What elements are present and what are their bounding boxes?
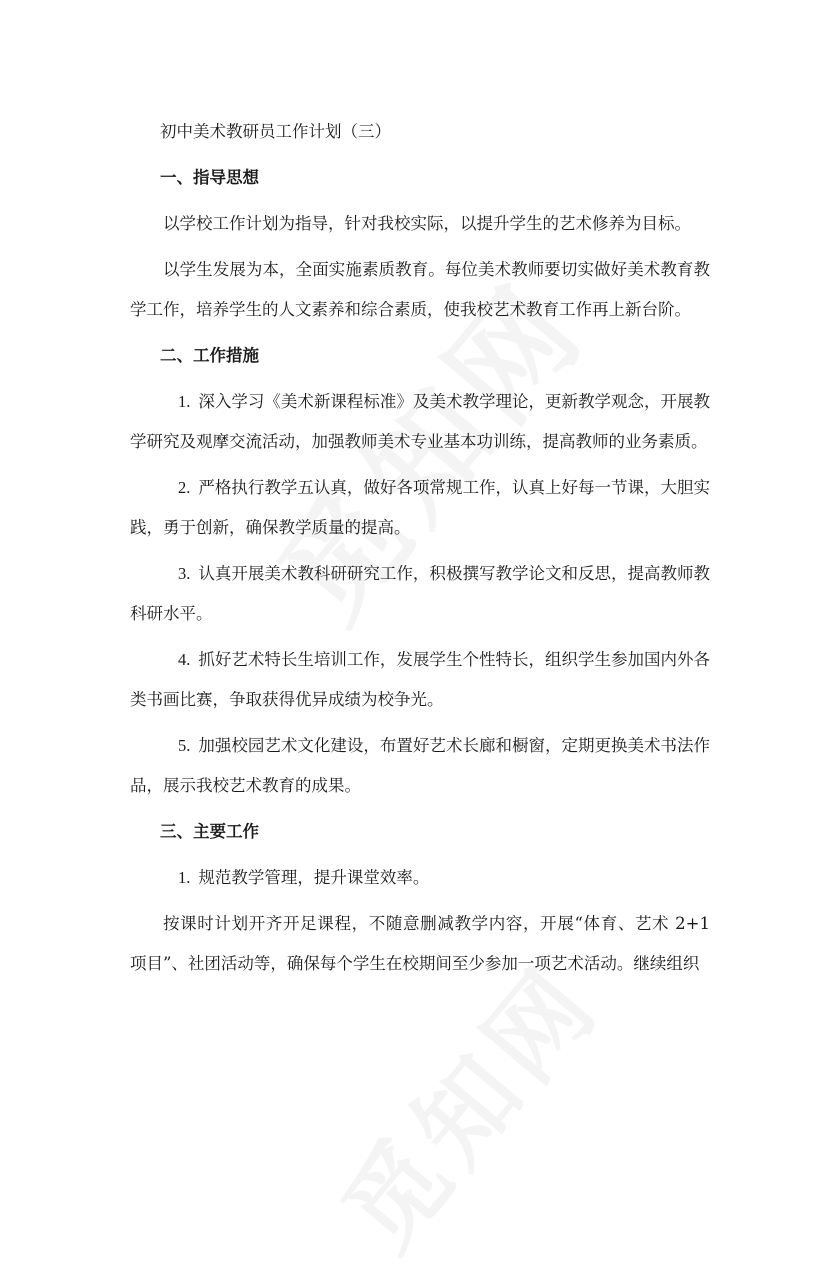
- list-item: [130, 554, 710, 634]
- list-item: [130, 640, 710, 720]
- list-item-text: 深入学习《美术新课程标准》及美术教学理论，更新教学观念，开展教学研究及观摩交流活动，加强教师美术专业基本功训练，提高教师的业务素质。: [130, 392, 710, 451]
- list-item-number: 4.: [178, 650, 191, 669]
- list-item-number: 5.: [178, 736, 191, 755]
- document-title: 初中美术教研员工作计划（三）: [160, 122, 391, 141]
- list-item-text: 规范教学管理，提升课堂效率。: [198, 868, 430, 887]
- list-item: [130, 468, 710, 548]
- section-heading: 二、工作措施: [160, 346, 259, 365]
- list-item-number: 1.: [178, 868, 191, 887]
- paragraph: 按课时计划开齐开足课程，不随意删减教学内容，开展“体育、艺术 2+1 项目”、社团活动等，确保每个学生在校期间至少参加一项艺术活动。继续组织: [130, 914, 710, 973]
- section-heading: 三、主要工作: [160, 822, 259, 841]
- list-item: [130, 858, 710, 898]
- section-heading: 一、指导思想: [160, 168, 259, 187]
- paragraph: 以学校工作计划为指导，针对我校实际，以提升学生的艺术修养为目标。: [163, 214, 691, 233]
- list-item-text: 抓好艺术特长生培训工作，发展学生个性特长，组织学生参加国内外各类书画比赛，争取获得优异成绩为校争光。: [130, 650, 710, 709]
- list-item-number: 3.: [178, 564, 191, 583]
- list-item-text: 严格执行教学五认真，做好各项常规工作，认真上好每一节课，大胆实践，勇于创新，确保教学质量的提高。: [130, 478, 710, 537]
- list-item-text: 认真开展美术教科研研究工作，积极撰写教学论文和反思，提高教师教科研水平。: [130, 564, 710, 623]
- document-body: [130, 112, 710, 990]
- list-item: [130, 726, 710, 806]
- paragraph: 以学生发展为本，全面实施素质教育。每位美术教师要切实做好美术教育教学工作，培养学生的人文素养和综合素质，使我校艺术教育工作再上新台阶。: [130, 260, 710, 319]
- list-item-text: 加强校园艺术文化建设，布置好艺术长廊和橱窗，定期更换美术书法作品，展示我校艺术教育的成果。: [130, 736, 710, 795]
- list-item: [130, 382, 710, 462]
- list-item-number: 2.: [178, 478, 191, 497]
- list-item-number: 1.: [178, 392, 191, 411]
